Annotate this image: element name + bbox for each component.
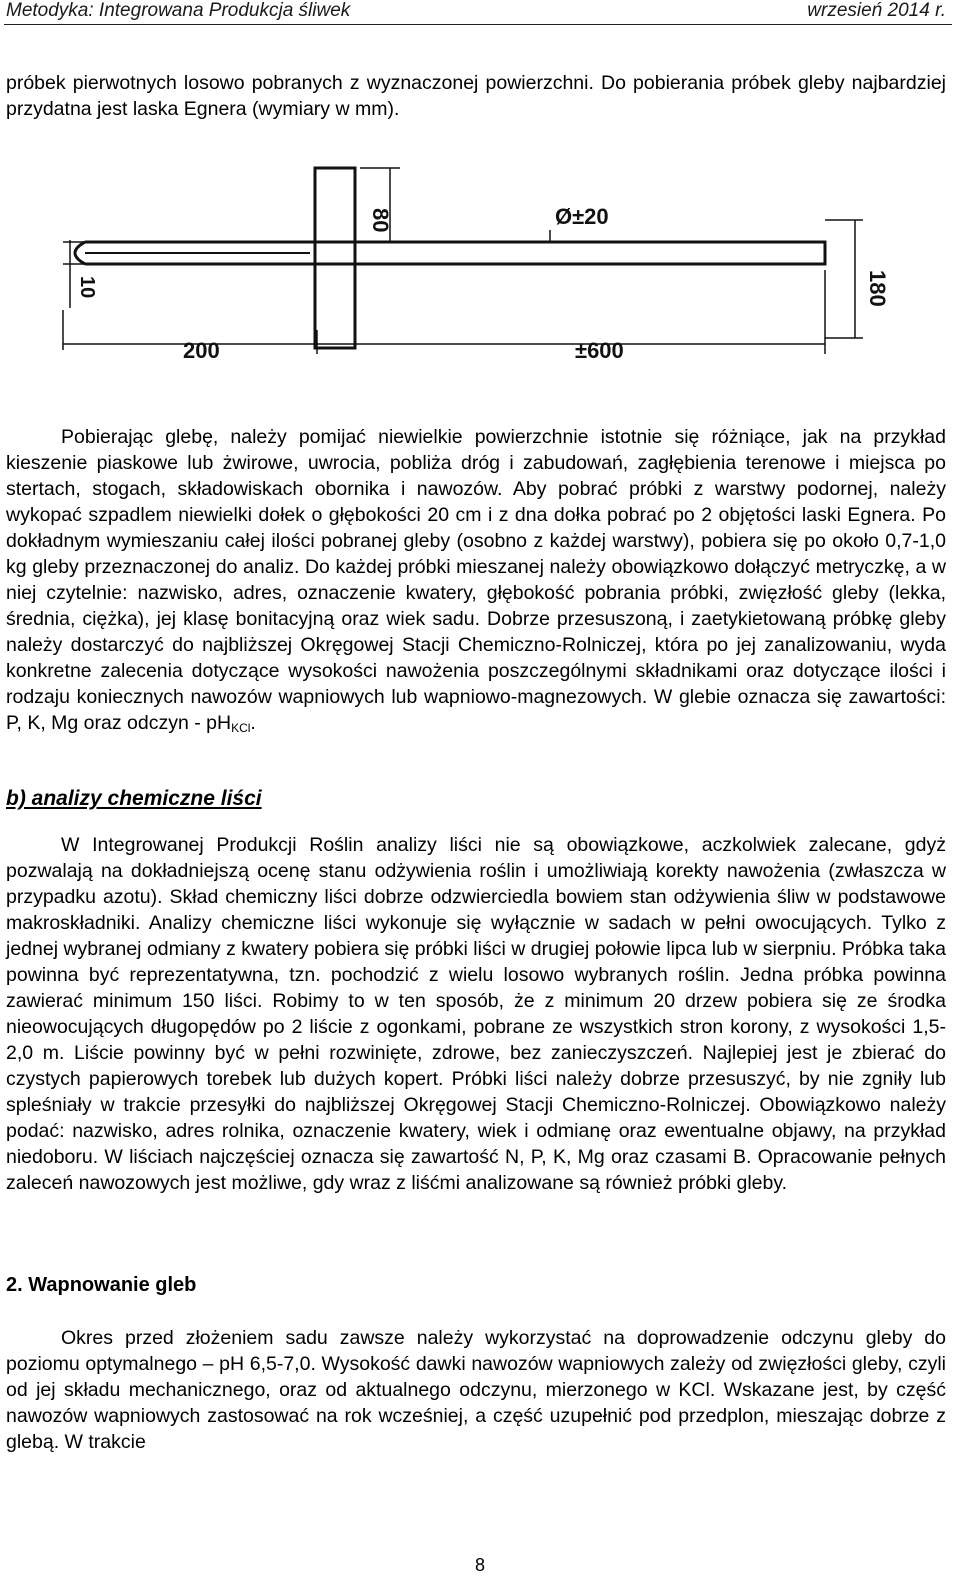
intro-paragraph: próbek pierwotnych losowo pobranych z wyznaczonej powierzchni. Do pobierania próbek gleby najbardziej przydatna jest laska Egnera (wymiary w mm). [6, 72, 946, 120]
section-heading-liming: 2. Wapnowanie gleb [6, 1274, 197, 1296]
leaf-analysis-paragraph [6, 832, 946, 1196]
liming-paragraph [6, 1325, 946, 1455]
header-title: Metodyka: Integrowana Produkcja śliwek [6, 0, 351, 21]
dim-200-label: 200 [183, 338, 220, 363]
egner-probe-diagram [55, 160, 905, 370]
soil-sampling-paragraph [6, 424, 946, 741]
ph-subscript: KCl [231, 721, 251, 735]
page-number: 8 [474, 1555, 485, 1575]
soil-sampling-end: . [250, 712, 256, 734]
liming-text: Okres przed złożeniem sadu zawsze należy wykorzystać na doprowadzenie odczynu gleby do poziomu optymalnego – pH 6,5-7,0. Wysokość dawki nawozów wapniowych zależy od zwięzłości gleby, czyli od jej składu mechanicznego, oraz od aktualnego odczynu, mierzonego w KCl. Wskazane jest, by część nawozów wapniowych zastosować na rok wcześniej, a część uzupełnić pod przedplon, mieszając dobrze z glebą. W trakcie [6, 1327, 946, 1453]
dim-600-label: ±600 [575, 338, 624, 363]
dim-80-label: 80 [368, 208, 393, 233]
section-heading-leaf-analysis: b) analizy chemiczne liści [6, 787, 262, 810]
header-date: wrzesień 2014 r. [807, 0, 946, 21]
header-rule [4, 24, 952, 25]
page-header [0, 0, 960, 24]
leaf-analysis-text: W Integrowanej Produkcji Roślin analizy liści nie są obowiązkowe, aczkolwiek zalecane, gdyż pozwalają na dokładniejszą ocenę stanu odżywienia roślin i umożliwiają korekty nawożenia (zwłaszcza w przypadku azotu). Skład chemiczny liści dobrze odzwierciedla bowiem stan odżywienia śliw w podstawowe makroskładniki. Analizy chemiczne liści wykonuje się wyłącznie w sadach w pełni owocujących. Tylko z jednej wybranej odmiany z kwatery pobiera się próbki liści w drugiej połowie lipca lub w sierpniu. Próbka taka powinna być reprezentatywna, tzn. pochodzić z wielu losowo wybranych roślin. Jedna próbka powinna zawierać minimum 150 liści. Robimy to w ten sposób, że z minimum 20 drzew pobiera się ze środka nieowocujących długopędów po 2 liście z ogonkami, pobrane ze wszystkich stron korony, z wysokości 1,5-2,0 m. Liście powinny być w pełni rozwinięte, zdrowe, bez zanieczyszczeń. Najlepiej jest je zbierać do czystych papierowych torebek lub dużych kopert. Próbki liści należy dobrze przesuszyć, by nie zgniły lub spleśniały w trakcie przesyłki do najbliższej Okręgowej Stacji Chemiczno-Rolniczej. Obowiązkowo należy podać: nazwisko, adres rolnika, oznaczenie kwatery, wiek i odmianę oraz ewentualne objawy, na przykład niedoboru. W liściach najczęściej oznacza się zawartość N, P, K, Mg oraz czasami B. Opracowanie pełnych zaleceń nawozowych jest możliwe, gdy wraz z liśćmi analizowane są również próbki gleby. [6, 834, 946, 1194]
dim-10-label: 10 [76, 276, 98, 299]
dim-diameter-label: Ø±20 [555, 204, 609, 229]
dim-180-label: 180 [865, 270, 890, 307]
probe-handle [315, 168, 355, 348]
probe-tip [75, 242, 85, 264]
soil-sampling-text: Pobierając glebę, należy pomijać niewielkie powierzchnie istotnie się różniące, jak na przykład kieszenie piaskowe lub żwirowe, uwrocia, pobliża dróg i zabudowań, zagłębienia terenowe i miejsca po stertach, stogach, składowiskach obornika i nawozów. Aby pobrać próbki z warstwy podornej, należy wykopać szpadlem niewielki dołek o głębokości 20 cm i z dna dołka pobrać po 2 objętości laski Egnera. Po dokładnym wymieszaniu całej ilości pobranej gleby (osobno z każdej warstwy), pobiera się po około 0,7-1,0 kg gleby przeznaczonej do analiz. Do każdej próbki mieszanej należy obowiązkowo dołączyć metryczkę, a w niej czytelnie: nazwisko, adres, oznaczenie kwatery, głębokość pobrania próbki, zwięzłość gleby (lekka, średnia, ciężka), jej klasę bonitacyjną oraz wiek sadu. Dobrze przesuszoną, i zaetykietowaną próbkę gleby należy dostarczyć do najbliższej Okręgowej Stacji Chemiczno-Rolniczej, która po jej zanalizowaniu, wyda konkretne zalecenia dotyczące wysokości nawożenia poszczególnymi składnikami oraz dotyczące ilości i rodzaju koniecznych nawozów wapniowych lub wapniowo-magnezowych. W glebie oznacza się zawartości: P, K, Mg oraz odczyn - pH [6, 426, 946, 734]
